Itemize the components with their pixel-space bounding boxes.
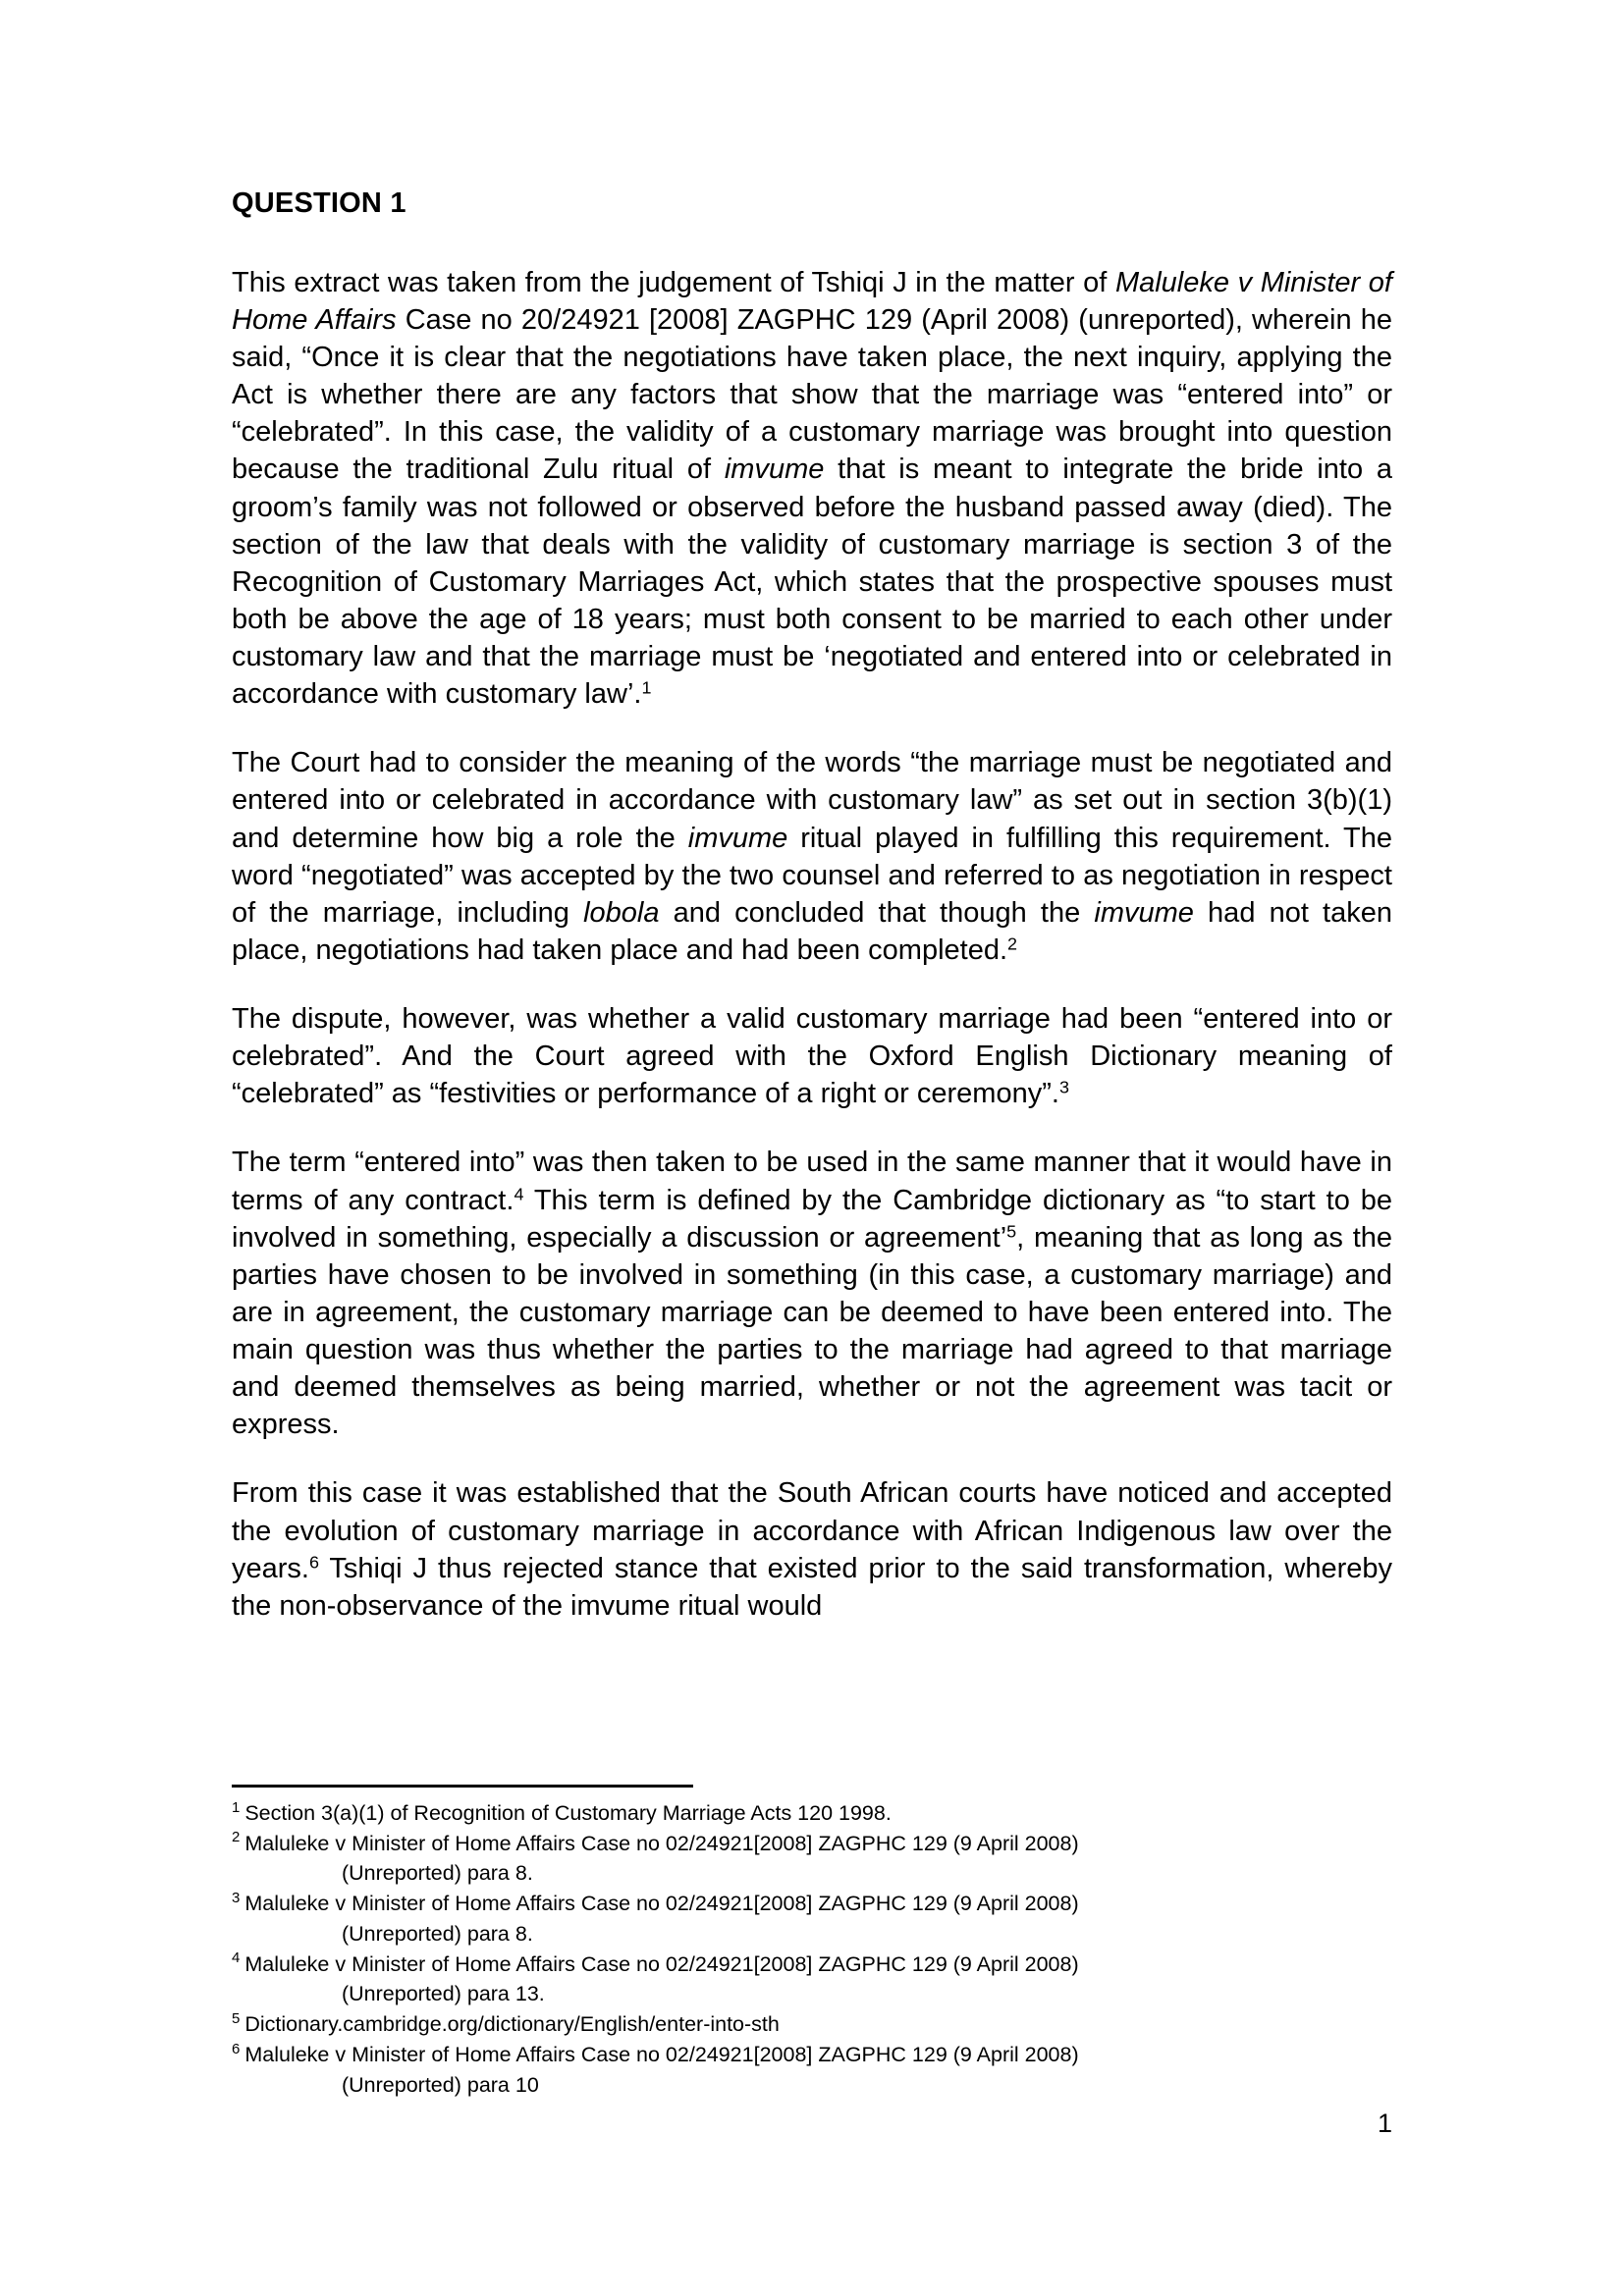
- footnote-2: [232, 1829, 1392, 1859]
- footnote-text: Maluleke v Minister of Home Affairs Case no 02/24921[2008] ZAGPHC 129 (9 April 2008): [244, 1951, 1079, 1976]
- footnote-number: 4: [232, 1949, 241, 1967]
- footnote-marker-3[interactable]: 3: [1058, 1077, 1069, 1097]
- paragraph-4-text-c: , meaning that as long as the parties have chosen to be involved in something (in this case, a customary marriage) and are in agreement, the customary marriage can be deemed to have been entered into. The main question was thus whether the parties to the marriage had agreed to that marriage and deemed themselves as being married, whether or not the agreement was tacit or express.: [232, 1221, 1393, 1441]
- paragraph-1-text-b: Case no 20/24921 [2008] ZAGPHC 129 (April 2008) (unreported), wherein he said, “Once it is clear that the negotiations have taken place, the next inquiry, applying the Act is whether there are any factors that show that the marriage was “entered into” or “celebrated”. In this case, the validity of a customary marriage was brought into question because the traditional Zulu ritual of: [232, 303, 1392, 486]
- footnote-number: 3: [232, 1889, 241, 1906]
- paragraph-3: [232, 1000, 1392, 1112]
- paragraph-2-text-a: The Court had to consider the meaning of the words “the marriage must be negotiated and entered into or celebrated in accordance with customary law” as set out in section 3(b)(1) and determine how big a role the: [232, 747, 1392, 854]
- footnote-1: [232, 1798, 1392, 1829]
- footnote-6-continuation: (Unreported) para 10: [342, 2072, 539, 2097]
- case-name-maluleke: Maluleke v Minister of Home Affairs: [232, 266, 1392, 336]
- footnote-number: 2: [232, 1829, 241, 1846]
- footnote-marker-2[interactable]: 2: [1007, 934, 1018, 954]
- footnote-text: Dictionary.cambridge.org/dictionary/English/enter-into-sth: [244, 2012, 780, 2037]
- footnote-3: [232, 1889, 1392, 1919]
- footnote-number: 1: [232, 1798, 241, 1816]
- footnote-4: [232, 1949, 1392, 1980]
- term-imvume: imvume: [687, 822, 788, 854]
- footnote-text: Maluleke v Minister of Home Affairs Case no 02/24921[2008] ZAGPHC 129 (9 April 2008): [244, 1892, 1079, 1916]
- term-lobola: lobola: [583, 896, 660, 929]
- footnote-5: [232, 2009, 1392, 2040]
- paragraph-4-text-a: The term “entered into” was then taken to be used in the same manner that it would have in terms of any contract.: [232, 1147, 1392, 1216]
- footnote-text: Section 3(a)(1) of Recognition of Customary Marriage Acts 120 1998.: [244, 1801, 892, 1825]
- footnote-marker-5[interactable]: 5: [1006, 1221, 1017, 1242]
- paragraph-4-text-b: This term is defined by the Cambridge dictionary as “to start to be involved in something, especially a discussion or agreement’: [232, 1184, 1392, 1254]
- footnote-marker-6[interactable]: 6: [308, 1552, 319, 1573]
- paragraph-4: [232, 1144, 1392, 1443]
- paragraph-2-text-b: ritual played in fulfilling this requirement. The word “negotiated” was accepted by the two counsel and referred to as negotiation in respect of the marriage, including: [232, 822, 1392, 929]
- term-imvume: imvume: [1094, 896, 1194, 929]
- footnote-number: 5: [232, 2009, 241, 2027]
- footnote-3-continuation: (Unreported) para 8.: [342, 1921, 533, 1946]
- paragraph-5: [232, 1474, 1392, 1625]
- footnote-2-continuation: (Unreported) para 8.: [342, 1861, 533, 1886]
- paragraph-1: [232, 264, 1392, 714]
- footnote-separator-line: [232, 1785, 693, 1788]
- paragraph-2-text-d: had not taken place, negotiations had taken place and had been completed.: [232, 896, 1393, 966]
- footnote-marker-1[interactable]: 1: [641, 677, 652, 698]
- paragraph-3-text: The dispute, however, was whether a valid customary marriage had been “entered into or celebrated”. And the Court agreed with the Oxford English Dictionary meaning of “celebrated” as “festivities or performance of a right or ceremony”.: [232, 1003, 1392, 1110]
- page-title: QUESTION 1: [232, 187, 406, 219]
- paragraph-1-text-c: that is meant to integrate the bride into a groom’s family was not followed or observed before the husband passed away (died). The section of the law that deals with the validity of customary marriage is section 3 of the Recognition of Customary Marriages Act, which states that the prospective spouses must both be above the age of 18 years; must both consent to be married to each other under customary law and that the marriage must be ‘negotiated and entered into or celebrated in accordance with customary law’.: [232, 454, 1393, 711]
- page-number: 1: [1377, 2109, 1392, 2138]
- paragraph-1-text-a: This extract was taken from the judgement of Tshiqi J in the matter of: [232, 266, 1115, 298]
- footnote-4-continuation: (Unreported) para 13.: [342, 1982, 545, 2006]
- footnote-text: Maluleke v Minister of Home Affairs Case no 02/24921[2008] ZAGPHC 129 (9 April 2008): [244, 2042, 1079, 2066]
- footnote-area: [232, 1785, 1392, 2100]
- term-imvume: imvume: [724, 454, 825, 486]
- footnote-6: [232, 2040, 1392, 2070]
- paragraph-2: [232, 744, 1392, 969]
- footnote-text: Maluleke v Minister of Home Affairs Case no 02/24921[2008] ZAGPHC 129 (9 April 2008): [244, 1831, 1079, 1855]
- footnote-marker-4[interactable]: 4: [514, 1184, 524, 1204]
- paragraph-5-text-b: Tshiqi J thus rejected stance that existed prior to the said transformation, whereby the non-observance of the imvume ritual would: [232, 1552, 1392, 1622]
- footnote-number: 6: [232, 2040, 241, 2057]
- document-body: [232, 264, 1392, 1625]
- paragraph-2-text-c: and concluded that though the: [659, 896, 1095, 929]
- paragraph-5-text-a: From this case it was established that the South African courts have noticed and accepted the evolution of customary marriage in accordance with African Indigenous law over the years.: [232, 1477, 1392, 1584]
